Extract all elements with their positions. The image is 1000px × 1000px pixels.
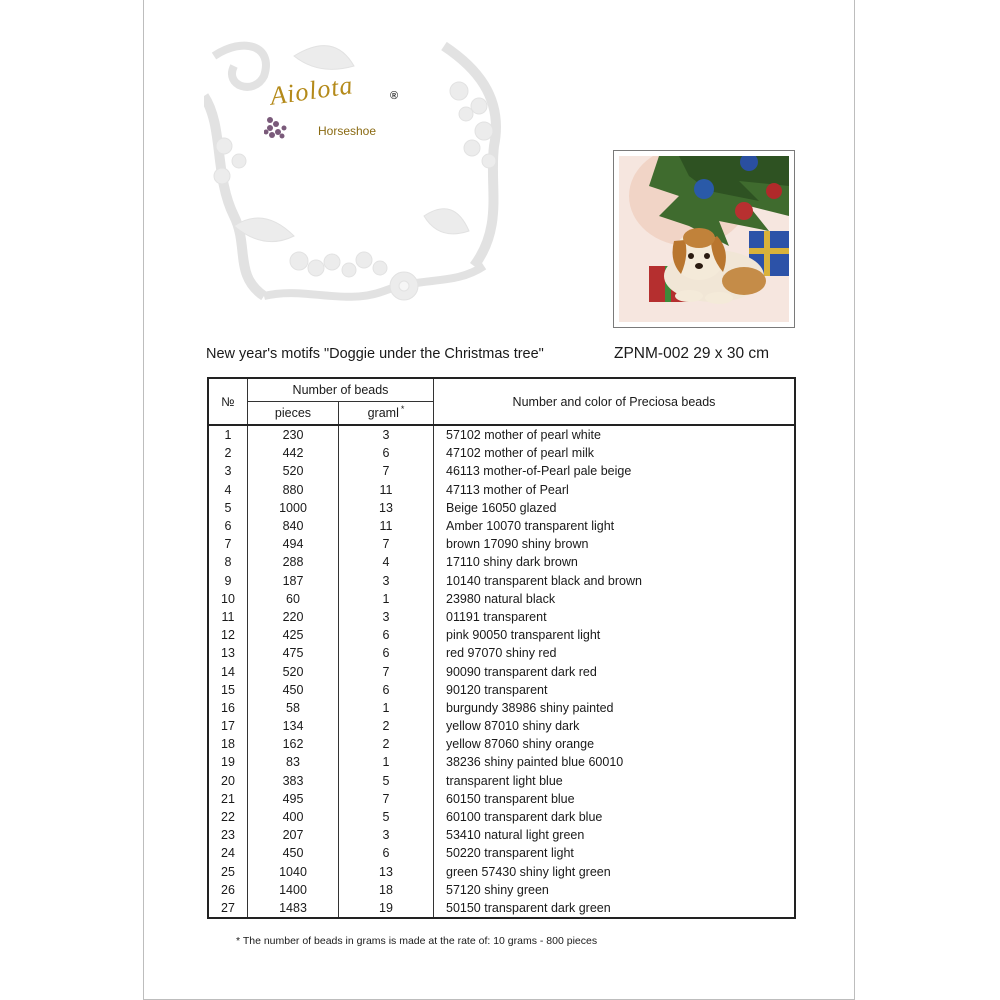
table-row (208, 881, 795, 899)
row-color-description: transparent light blue (434, 772, 796, 790)
row-grams: 6 (339, 444, 434, 462)
row-grams: 6 (339, 626, 434, 644)
row-grams: 5 (339, 808, 434, 826)
row-number: 13 (208, 644, 248, 662)
row-pieces: 162 (248, 735, 339, 753)
row-number: 3 (208, 462, 248, 480)
table-row (208, 844, 795, 862)
table-row (208, 644, 795, 662)
row-number: 12 (208, 626, 248, 644)
table-row (208, 499, 795, 517)
header-number-of-beads: Number of beads (248, 378, 434, 402)
header-grams (339, 402, 434, 426)
pattern-preview-frame (613, 150, 795, 328)
row-grams: 13 (339, 499, 434, 517)
row-number: 18 (208, 735, 248, 753)
row-color-description: 38236 shiny painted blue 60010 (434, 753, 796, 771)
row-grams: 3 (339, 826, 434, 844)
row-color-description: brown 17090 shiny brown (434, 535, 796, 553)
table-row (208, 590, 795, 608)
row-color-description: 60100 transparent dark blue (434, 808, 796, 826)
registered-mark: ® (390, 90, 399, 102)
row-number: 17 (208, 717, 248, 735)
row-grams: 11 (339, 481, 434, 499)
row-grams: 6 (339, 644, 434, 662)
row-grams: 6 (339, 681, 434, 699)
table-row (208, 808, 795, 826)
row-grams: 1 (339, 590, 434, 608)
row-grams: 4 (339, 553, 434, 571)
table-row (208, 753, 795, 771)
row-number: 25 (208, 863, 248, 881)
row-number: 9 (208, 572, 248, 590)
row-pieces: 450 (248, 681, 339, 699)
row-pieces: 383 (248, 772, 339, 790)
row-color-description: 46113 mother-of-Pearl pale beige (434, 462, 796, 480)
table-row (208, 662, 795, 680)
instruction-sheet (143, 0, 855, 1000)
footnote: * The number of beads in grams is made at the rate of: 10 grams - 800 pieces (236, 935, 598, 947)
row-grams: 3 (339, 608, 434, 626)
row-pieces: 58 (248, 699, 339, 717)
row-grams: 7 (339, 462, 434, 480)
table-row (208, 681, 795, 699)
row-number: 24 (208, 844, 248, 862)
row-grams: 1 (339, 753, 434, 771)
pattern-code-size: ZPNM-002 29 x 30 cm (614, 345, 770, 362)
row-number: 27 (208, 899, 248, 918)
row-pieces: 220 (248, 608, 339, 626)
header-number: № (208, 378, 248, 425)
row-pieces: 1483 (248, 899, 339, 918)
row-color-description: 90120 transparent (434, 681, 796, 699)
row-color-description: 17110 shiny dark brown (434, 553, 796, 571)
row-grams: 5 (339, 772, 434, 790)
row-pieces: 83 (248, 753, 339, 771)
table-row (208, 826, 795, 844)
row-number: 19 (208, 753, 248, 771)
row-pieces: 495 (248, 790, 339, 808)
row-number: 5 (208, 499, 248, 517)
row-color-description: 47102 mother of pearl milk (434, 444, 796, 462)
row-color-description: burgundy 38986 shiny painted (434, 699, 796, 717)
table-row (208, 572, 795, 590)
header-pieces: pieces (248, 402, 339, 426)
row-number: 20 (208, 772, 248, 790)
row-color-description: yellow 87010 shiny dark (434, 717, 796, 735)
row-number: 11 (208, 608, 248, 626)
brand-logo (262, 72, 412, 144)
row-pieces: 450 (248, 844, 339, 862)
beads-table (207, 377, 796, 919)
row-grams: 1 (339, 699, 434, 717)
beads-cluster-icon (264, 112, 312, 140)
row-color-description: pink 90050 transparent light (434, 626, 796, 644)
row-pieces: 134 (248, 717, 339, 735)
row-number: 4 (208, 481, 248, 499)
row-number: 14 (208, 662, 248, 680)
row-grams: 6 (339, 844, 434, 862)
table-row (208, 626, 795, 644)
table-row (208, 772, 795, 790)
row-pieces: 880 (248, 481, 339, 499)
row-number: 16 (208, 699, 248, 717)
table-row (208, 535, 795, 553)
row-color-description: 57102 mother of pearl white (434, 425, 796, 444)
row-color-description: 53410 natural light green (434, 826, 796, 844)
header-grams-label: graml (367, 406, 399, 420)
logo-subtitle: Horseshoe (318, 124, 377, 138)
row-pieces: 442 (248, 444, 339, 462)
row-pieces: 475 (248, 644, 339, 662)
row-number: 1 (208, 425, 248, 444)
row-pieces: 60 (248, 590, 339, 608)
row-grams: 3 (339, 425, 434, 444)
row-grams: 18 (339, 881, 434, 899)
row-grams: 19 (339, 899, 434, 918)
row-color-description: 90090 transparent dark red (434, 662, 796, 680)
row-number: 8 (208, 553, 248, 571)
row-number: 26 (208, 881, 248, 899)
row-number: 10 (208, 590, 248, 608)
row-color-description: 10140 transparent black and brown (434, 572, 796, 590)
row-pieces: 230 (248, 425, 339, 444)
table-row (208, 863, 795, 881)
row-color-description: green 57430 shiny light green (434, 863, 796, 881)
row-pieces: 520 (248, 462, 339, 480)
pattern-title: New year's motifs "Doggie under the Christmas tree" (206, 346, 544, 362)
table-row (208, 425, 795, 444)
row-grams: 3 (339, 572, 434, 590)
row-pieces: 425 (248, 626, 339, 644)
row-pieces: 207 (248, 826, 339, 844)
row-color-description: Amber 10070 transparent light (434, 517, 796, 535)
header-grams-footnote-mark: * (400, 404, 405, 414)
row-pieces: 288 (248, 553, 339, 571)
row-number: 21 (208, 790, 248, 808)
row-color-description: 50150 transparent dark green (434, 899, 796, 918)
row-grams: 7 (339, 535, 434, 553)
table-row (208, 553, 795, 571)
logo-name: Aiolota (268, 70, 356, 111)
beads-table-body (208, 425, 795, 918)
table-row (208, 735, 795, 753)
row-number: 2 (208, 444, 248, 462)
table-row (208, 717, 795, 735)
row-color-description: 23980 natural black (434, 590, 796, 608)
row-color-description: 50220 transparent light (434, 844, 796, 862)
row-pieces: 1400 (248, 881, 339, 899)
row-grams: 13 (339, 863, 434, 881)
row-pieces: 520 (248, 662, 339, 680)
table-row (208, 517, 795, 535)
row-number: 15 (208, 681, 248, 699)
row-color-description: Beige 16050 glazed (434, 499, 796, 517)
row-pieces: 494 (248, 535, 339, 553)
table-row (208, 790, 795, 808)
row-grams: 11 (339, 517, 434, 535)
row-pieces: 1040 (248, 863, 339, 881)
row-grams: 7 (339, 662, 434, 680)
row-color-description: 60150 transparent blue (434, 790, 796, 808)
row-number: 7 (208, 535, 248, 553)
row-color-description: 01191 transparent (434, 608, 796, 626)
row-grams: 2 (339, 735, 434, 753)
puppy-under-tree-image (619, 156, 789, 322)
header-color: Number and color of Preciosa beads (434, 378, 796, 425)
row-pieces: 400 (248, 808, 339, 826)
row-color-description: 57120 shiny green (434, 881, 796, 899)
row-number: 23 (208, 826, 248, 844)
row-pieces: 1000 (248, 499, 339, 517)
table-row (208, 699, 795, 717)
table-row (208, 899, 795, 918)
row-color-description: red 97070 shiny red (434, 644, 796, 662)
row-pieces: 840 (248, 517, 339, 535)
table-row (208, 608, 795, 626)
row-grams: 2 (339, 717, 434, 735)
row-color-description: 47113 mother of Pearl (434, 481, 796, 499)
table-row (208, 444, 795, 462)
row-color-description: yellow 87060 shiny orange (434, 735, 796, 753)
row-number: 22 (208, 808, 248, 826)
table-row (208, 481, 795, 499)
table-row (208, 462, 795, 480)
row-number: 6 (208, 517, 248, 535)
row-pieces: 187 (248, 572, 339, 590)
row-grams: 7 (339, 790, 434, 808)
